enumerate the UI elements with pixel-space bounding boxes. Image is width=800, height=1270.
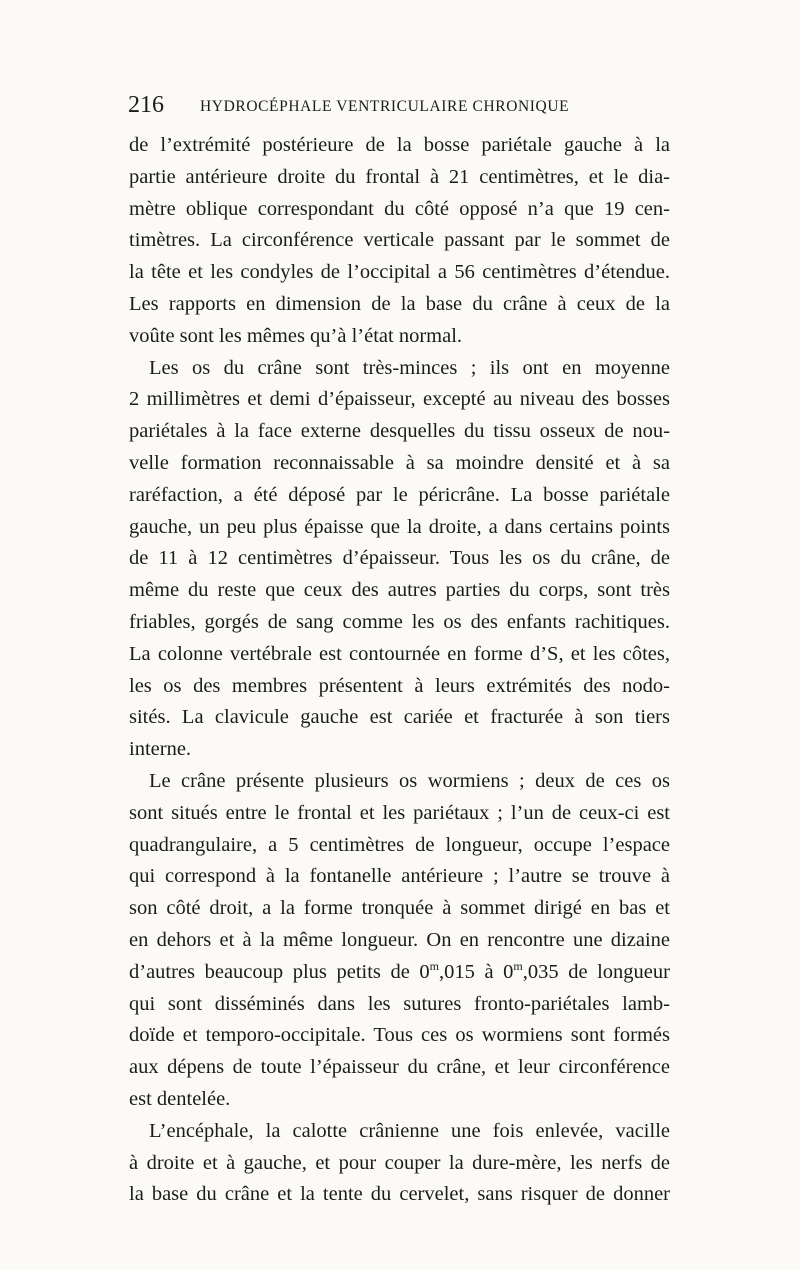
text-line: quadrangulaire, a 5 centimètres de longueur, occupe l’espace: [129, 833, 670, 856]
text-line: les os des membres présentent à leurs extrémités des nodo-: [129, 674, 670, 697]
text-line: mètre oblique correspondant du côté opposé n’a que 19 cen-: [129, 197, 670, 220]
text-line: sités. La clavicule gauche est cariée et fracturée à son tiers: [129, 706, 670, 729]
text-line: L’encéphale, la calotte crânienne une fois enlevée, vacille: [149, 1119, 670, 1142]
running-head: HYDROCÉPHALE VENTRICULAIRE CHRONIQUE: [200, 98, 570, 115]
text-line: Les rapports en dimension de la base du crâne à ceux de la: [129, 292, 670, 315]
text-line: est dentelée.: [129, 1087, 231, 1110]
text-line: son côté droit, a la forme tronquée à sommet dirigé en bas et: [129, 897, 670, 920]
text-line: qui sont disséminés dans les sutures fronto-pariétales lamb-: [129, 992, 670, 1015]
text-line: friables, gorgés de sang comme les os des enfants rachitiques.: [129, 610, 670, 633]
text-line: de l’extrémité postérieure de la bosse pariétale gauche à la: [129, 134, 670, 156]
text-segment: ,015 à 0: [439, 960, 514, 983]
text-line: voûte sont les mêmes qu’à l’état normal.: [129, 324, 463, 347]
text-segment: ,035 de longueur: [522, 960, 670, 983]
text-line: timètres. La circonférence verticale passant par le sommet de: [129, 229, 670, 252]
text-line: même du reste que ceux des autres parties du corps, sont très: [129, 579, 670, 602]
text-line: à droite et à gauche, et pour couper la dure-mère, les nerfs de: [129, 1151, 670, 1174]
text-line: la base du crâne et la tente du cervelet, sans risquer de donner: [129, 1183, 670, 1206]
text-line: Les os du crâne sont très-minces ; ils ont en moyenne: [149, 356, 670, 379]
text-line: en dehors et à la même longueur. On en rencontre une dizaine: [129, 928, 670, 951]
text-line: Le crâne présente plusieurs os wormiens ; deux de ces os: [149, 769, 670, 792]
page-number: 216: [128, 92, 164, 118]
text-line: la tête et les condyles de l’occipital a 56 centimètres d’étendue.: [129, 261, 670, 284]
text-line: 2 millimètres et demi d’épaisseur, excepté au niveau des bosses: [129, 388, 670, 411]
text-line: pariétales à la face externe desquelles du tissu osseux de nou-: [129, 420, 670, 443]
text-line: velle formation reconnaissable à sa moindre densité et à sa: [129, 451, 670, 474]
text-line: sont situés entre le frontal et les pariétaux ; l’un de ceux-ci est: [129, 801, 670, 824]
body-text: [129, 130, 670, 1211]
text-line: qui correspond à la fontanelle antérieure ; l’autre se trouve à: [129, 865, 670, 888]
text-line: partie antérieure droite du frontal à 21 centimètres, et le dia-: [129, 165, 670, 188]
superscript-unit: m: [429, 958, 439, 973]
text-segment: d’autres beaucoup plus petits de 0: [129, 960, 430, 983]
text-line: gauche, un peu plus épaisse que la droite, a dans certains points: [129, 515, 670, 538]
text-line: de 11 à 12 centimètres d’épaisseur. Tous les os du crâne, de: [129, 547, 670, 570]
text-line: aux dépens de toute l’épaisseur du crâne, et leur circonférence: [129, 1056, 670, 1079]
text-line: La colonne vertébrale est contournée en forme d’S, et les côtes,: [129, 642, 670, 665]
text-line: [129, 957, 670, 989]
text-line: raréfaction, a été déposé par le péricrâne. La bosse pariétale: [129, 483, 670, 506]
text-line: interne.: [129, 738, 192, 761]
text-line: doïde et temporo-occipitale. Tous ces os wormiens sont formés: [129, 1024, 670, 1047]
superscript-unit: m: [513, 958, 523, 973]
